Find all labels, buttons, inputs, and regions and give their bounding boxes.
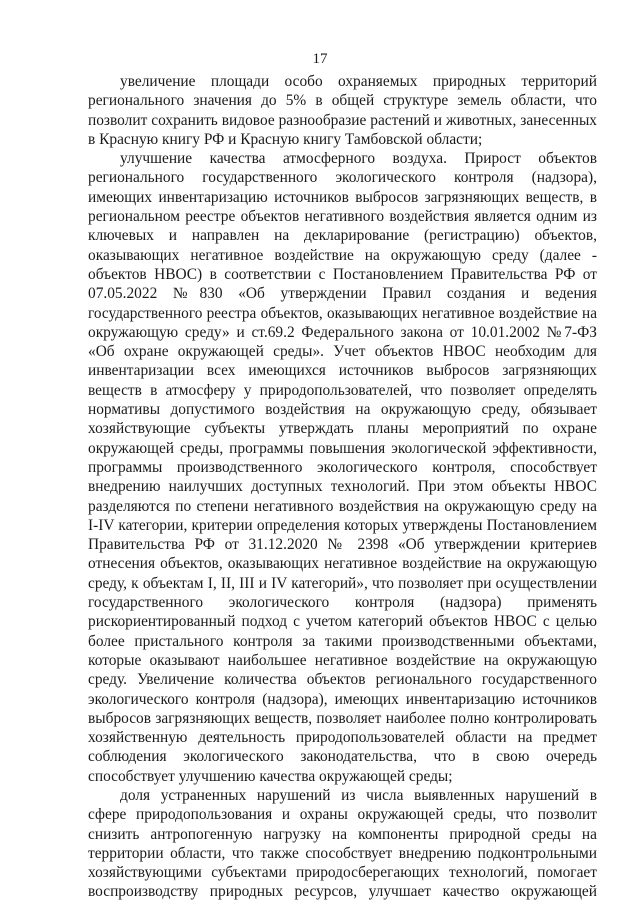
- text-line: территории области, что также способствует внедрению подконтрольными: [88, 844, 597, 862]
- text-line: программы производственного экологического контроля, способствует: [88, 458, 597, 476]
- text-line: способствует улучшению качества окружающей среды;: [88, 767, 453, 785]
- text-line: хозяйствующими субъектами природосберегающих технологий, помогает: [88, 864, 597, 882]
- text-line: среду, к объектам I, II, III и IV категорий», что позволяет при осуществлении: [88, 574, 597, 592]
- text-line: среду. Увеличение количества объектов регионального государственного: [88, 671, 597, 689]
- body-text: [88, 72, 597, 902]
- text-line: оказывающих негативное воздействие на окружающую среду (далее -: [88, 246, 597, 264]
- text-line: имеющих инвентаризацию источников выбросов загрязняющих веществ, в: [88, 188, 597, 206]
- text-line: снизить антропогенную нагрузку на компоненты природной среды на: [88, 825, 597, 843]
- text-line: хозяйствующие субъекты утверждать планы мероприятий по охране: [88, 420, 597, 438]
- text-line: нормативы допустимого воздействия на окружающую среду, обязывает: [88, 401, 597, 419]
- text-line: отнесения объектов, оказывающих негативное воздействие на окружающую: [88, 555, 597, 573]
- text-line: региональном реестре объектов негативного воздействия является одним из: [88, 208, 597, 226]
- text-line: соблюдения экологического законодательства, что в свою очередь: [88, 748, 597, 766]
- page-number: 17: [312, 51, 328, 67]
- text-line: в Красную книгу РФ и Красную книгу Тамбовской области;: [88, 130, 483, 148]
- text-line: окружающей среды, программы повышения экологической эффективности,: [88, 439, 597, 457]
- text-line: Правительства РФ от 31.12.2020 № 2398 «Об утверждении критериев: [88, 536, 597, 554]
- text-line: улучшение качества атмосферного воздуха. Прирост объектов: [120, 150, 597, 168]
- text-line: позволит сохранить видовое разнообразие растений и животных, занесенных: [88, 111, 597, 129]
- text-line: увеличение площади особо охраняемых природных территорий: [120, 73, 597, 90]
- text-line: 07.05.2022 №830 «Об утверждении Правил создания и ведения: [88, 285, 597, 303]
- text-line: ключевых и направлен на декларирование (регистрацию) объектов,: [88, 227, 597, 245]
- text-line: «Об охране окружающей среды». Учет объектов НВОС необходим для: [88, 343, 597, 361]
- text-line: экологического контроля (надзора), имеющих инвентаризацию источников: [88, 690, 597, 708]
- text-line: воспроизводству природных ресурсов, улучшает качество окружающей: [88, 883, 597, 901]
- text-line: регионального значения до 5% в общей структуре земель области, что: [88, 92, 597, 110]
- text-line: доля устраненных нарушений из числа выявленных нарушений в: [120, 786, 597, 804]
- text-line: I-IV категории, критерии определения которых утверждены Постановлением: [88, 516, 597, 534]
- text-line: государственного экологического контроля (надзора) применять: [88, 594, 597, 612]
- text-line: более пристального контроля за такими производственными объектами,: [88, 632, 597, 650]
- text-line: веществ в атмосферу у природопользователей, что позволяет определять: [88, 381, 597, 399]
- text-line: объектов НВОС) в соответствии с Постановлением Правительства РФ от: [88, 265, 597, 283]
- text-line: рискориентированный подход с учетом категорий объектов НВОС с целью: [88, 613, 597, 631]
- text-line: регионального государственного экологического контроля (надзора),: [88, 169, 597, 187]
- text-line: разделяются по степени негативного воздействия на окружающую среду на: [88, 497, 597, 515]
- text-line: сфере природопользования и охраны окружающей среды, что позволит: [88, 806, 597, 824]
- text-line: хозяйственную деятельность природопользователей области на предмет: [88, 729, 597, 747]
- text-line: государственного реестра объектов, оказывающих негативное воздействие на: [88, 304, 597, 322]
- text-line: внедрению наилучших доступных технологий. При этом объекты НВОС: [88, 478, 597, 496]
- text-line: окружающую среду» и ст.69.2 Федерального закона от 10.01.2002 №7-ФЗ: [88, 323, 597, 341]
- text-line: инвентаризации всех имеющихся источников выбросов загрязняющих: [88, 362, 597, 380]
- text-line: выбросов загрязняющих веществ, позволяет наиболее полно контролировать: [88, 709, 597, 727]
- text-line: которые оказывают наибольшее негативное воздействие на окружающую: [88, 651, 597, 669]
